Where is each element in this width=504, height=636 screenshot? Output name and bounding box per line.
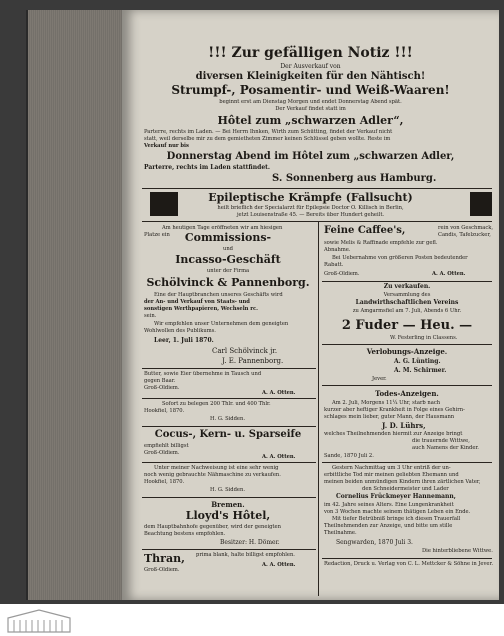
text-line: Sofort zu belegen 200 Thlr. und 400 Thlr. [162, 401, 271, 407]
text-line: sonstigen Werthpapieren, Wechseln rc. [144, 306, 258, 312]
text-line: H. G. Sidden. [210, 487, 245, 493]
place-date: Leer, 1. Juli 1870. [154, 337, 214, 344]
epilepsy-title: Epileptische Krämpfe (Fallsucht) [208, 191, 413, 204]
epilepsy-line: jetzt Louisenstraße 45. — Bereits über Hundert geheilt. [236, 212, 385, 218]
column-divider [318, 222, 319, 596]
text-line: im 42. Jahre seines Alters. Eine Lungenkrankheit [324, 502, 454, 508]
signature: J. E. Pannenborg. [222, 357, 284, 365]
text-line: Wohlwollen des Publikums. [144, 328, 216, 334]
text-line: H. G. Sidden. [210, 416, 245, 422]
notice-line: beginnt erst am Dienstag Morgen und endet Donnerstag Abend spät. [219, 99, 402, 105]
notice-title: !!! Zur gefälligen Notiz !!! [208, 45, 413, 61]
text-line: welches Theilnehmenden hiermit zur Anzeige bringt [324, 431, 463, 437]
text-line: Groß-Oldiem. [144, 450, 180, 456]
text-line: rein von Geschmack, [438, 225, 494, 231]
heading: Verlobungs-Anzeige. [366, 347, 448, 356]
notice-line: statt, weil derselbe mir zu dem gemietheten Zimmer keinen Schlüssel geben wollte. Reste im [144, 136, 391, 142]
text-line: Butter, sowie Eier übernehme in Tausch und [144, 371, 262, 377]
text-line: A. A. Otten. [262, 390, 296, 396]
text-line: sowie Melis & Raffinade empfehle zur gefl. [324, 240, 438, 246]
text-line: Wir empfehlen unser Unternehmen dem geneigten [154, 321, 289, 327]
text-line: von 3 Wochen machte seinem thätigen Leben ein Ende. [324, 509, 471, 515]
notice-signature: S. Sonnenberg aus Hamburg. [272, 173, 437, 184]
text-line: Theilnehmenden zur Anzeige, und bitte um stille [324, 523, 453, 529]
notice-line: Parterre, rechts im Laden. — Bei Herrn Ihnken, Wirth zum Schütting, findet der Verkauf nicht [144, 129, 393, 135]
text-line: Sande, 1870 Juli 2. [324, 453, 374, 459]
divider [142, 188, 492, 189]
text-line: gegen Baar. [144, 378, 176, 384]
text-line: zu Amgarmsfiel am 7. Juli, Abends 6 Uhr. [352, 308, 462, 314]
text-line: Groß-Oldiem. [324, 271, 360, 277]
divider [322, 281, 492, 282]
text-line: Abnahme. [324, 247, 351, 253]
divider [322, 558, 492, 559]
book-page-edges [26, 10, 132, 600]
text-line: dem Hauptbahnhofe gegenüber, wird der geneigten [144, 524, 281, 530]
text-line: sein. [144, 313, 157, 319]
text-line: A. G. Lünting. [394, 358, 441, 365]
heading: Incasso-Geschäft [175, 253, 281, 266]
text-line: Cornelius Frückmeyer Hannemann, [336, 493, 456, 500]
divider [142, 497, 316, 498]
text-line: A. A. Otten. [262, 562, 296, 568]
text-line: Groß-Oldiem. [144, 567, 180, 573]
heading: Commissions- [184, 231, 272, 244]
text-line: und [222, 246, 233, 252]
notice-line: diversen Kleinigkeiten für den Nähtisch! [195, 71, 426, 82]
text-line: meinen beiden unmündigen Kindern ihren zärtlichen Vater, [324, 479, 481, 485]
notice-line: Verkauf nur bis [144, 143, 189, 149]
notice-line: Strumpf-, Posamentir- und Weiß-Waaren! [171, 83, 450, 97]
text-line: Theilnahme. [324, 530, 357, 536]
notice-line: Der Ausverkauf von [280, 63, 341, 70]
heading: 2 Fuder — Heu. — [341, 318, 473, 333]
text-line: kurzer aber heftiger Krankheit in Folge eines Gehirn- [324, 407, 465, 413]
notice-line: Donnerstag Abend im Hôtel zum „schwarzen Adler, [166, 151, 455, 162]
heading: Landwirthschaftlichen Vereins [355, 299, 459, 306]
text-line: Versammlung des [383, 292, 431, 298]
text-line: Gestern Nachmittag um 3 Uhr entriß der un- [332, 465, 451, 471]
text-line: Sengwarden, 1870 Juli 3. [336, 539, 413, 546]
text-line: Unter meiner Nachweisung ist eine sehr wenig [154, 465, 279, 471]
notice-line: Der Verkauf findet statt im [275, 106, 346, 112]
divider [322, 462, 492, 463]
text-line: erbittliche Tod mir meinen geliebten Ehemann und [324, 472, 459, 478]
text-line: Groß-Oldiem. [144, 385, 180, 391]
divider [322, 344, 492, 345]
divider [142, 462, 316, 463]
text-line: Mit tiefer Betrübniß bringe ich diesen Trauerfall [332, 516, 461, 522]
text-line: A. M. Schirmer. [394, 367, 447, 374]
text-line: Eine der Hauptbranchen unseres Geschäfts wird [154, 292, 283, 298]
newspaper-page [122, 10, 499, 600]
epilepsy-line: heilt brieflich der Specialarzt für Epilepsie Doctor O. Killisch in Berlin, [217, 205, 404, 211]
library-building-logo [4, 606, 74, 634]
divider [142, 221, 492, 222]
heading: Feine Caffee's, [324, 225, 406, 236]
text-line: den Schneidermeister und Lader [362, 486, 449, 492]
divider [142, 426, 316, 427]
imprint: Redaction, Druck u. Verlag von C. L. Mettcker & Söhne in Jever. [324, 561, 494, 567]
text-line: J. D. Lührs, [382, 421, 426, 430]
heading: Zu verkaufen. [383, 283, 431, 290]
text-line: Am 2. Juli, Morgens 11¼ Uhr, starb nach [332, 400, 441, 406]
text-line: Bei Uebernahme von größeren Posten bedeutender [332, 255, 468, 261]
text-line: Platze ein [144, 232, 170, 238]
text-line: Beachtung bestens empfohlen. [144, 531, 226, 537]
heading: Thran, [144, 552, 185, 565]
text-line: Am heutigen Tage eröffneten wir am hiesigen [162, 225, 283, 231]
divider [142, 368, 316, 369]
text-line: noch wenig gebrauchte Nähmaschine zu verkaufen. [144, 472, 281, 478]
notice-line: Hôtel zum „schwarzen Adler“, [217, 114, 404, 127]
text-line: A. A. Otten. [262, 454, 296, 460]
text-line: Hookfiel, 1870. [144, 479, 185, 485]
heading: Cocus-, Kern- u. Sparseife [154, 429, 302, 440]
text-line: Die hinterbliebene Wittwe. [422, 548, 493, 554]
notice-line: Parterre, rechts im Laden stattfindet. [144, 164, 271, 171]
divider [322, 385, 492, 386]
heading: Bremen. [211, 500, 245, 509]
text-line: der An- und Verkauf von Staats- und [144, 299, 250, 305]
text-line: Hookfiel, 1870. [144, 408, 185, 414]
text-line: prima blank, halte billigst empfohlen. [196, 552, 295, 558]
divider [142, 398, 316, 399]
text-line: Jever. [372, 376, 387, 382]
footer-strip [0, 604, 504, 636]
text-line: A. A. Otten. [432, 271, 466, 277]
heading: Todes-Anzeigen. [375, 389, 439, 398]
signature: Carl Schölvinck jr. [212, 347, 278, 355]
text-line: auch Namens der Kinder. [412, 445, 479, 451]
text-line: W. Festerling in Classens. [390, 335, 458, 341]
text-line: die trauernde Wittwe, [412, 438, 470, 444]
text-line: unter der Firma [206, 268, 250, 274]
text-line: Besitzer: H. Dömer. [220, 539, 280, 546]
divider [142, 549, 316, 550]
text-line: Rabatt. [324, 262, 344, 268]
text-line: Candis, Tafelzucker, [438, 232, 491, 238]
text-line: schlages mein lieber, guter Mann, der Hausmann [324, 414, 455, 420]
heading: Schölvinck & Pannenborg. [146, 276, 310, 289]
text-line: empfiehlt billigst [144, 443, 189, 449]
heading: Lloyd's Hôtel, [185, 509, 271, 522]
